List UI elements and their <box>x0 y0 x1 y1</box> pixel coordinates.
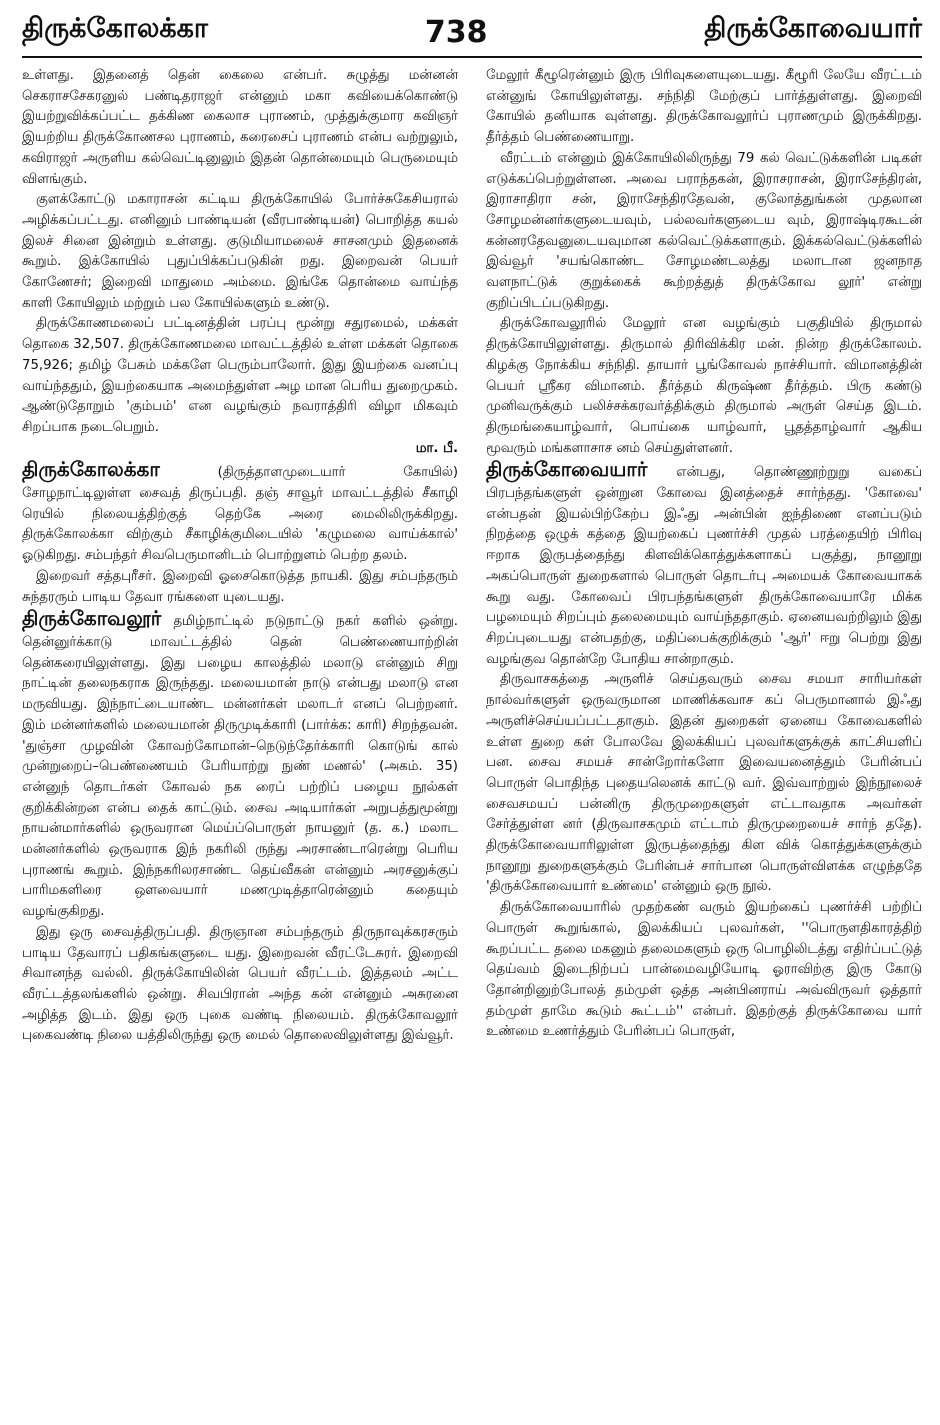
entry-tirukkovaiyar <box>486 459 922 670</box>
right-column <box>486 66 922 1418</box>
entry-headword: திருக்கோலக்கா <box>22 457 160 482</box>
running-head-right: திருக்கோவையார் <box>704 13 922 44</box>
page-header <box>22 4 922 58</box>
entry-text: என்பது, தொண்ணூற்றுறு வகைப் பிரபந்தங்களுள் ஒன்றுன கோவை இனத்தைச் சார்ந்தது. 'கோவை' என்பதன் இயல்பிற்கேற்ப இஃது அன்பின் ஐந்திணை எனப்படும் நிறத்தை ஒழுக் கத்தை இயற்கைப் புணர்ச்சி முதல் பரத்தையிற் பிரிவு ஈறாக இருபத்தைந்து கிளவிக்கொத்துக்களாகப் பகுத்து, நானூறு அகப்பொருள் துறைகளால் பொருள் தொடர்பு அமையக் கோவையாகக் கூறு வது. கோவைப் பிரபந்தங்களுள் திருக்கோவையாரே மிக்க பழமையும் சிறப்பும் தலைமையும் வாய்ந்ததாகும். ஏனையவற்றிலும் இது சிறப்புடையது என்பதற்கு, மதிப்பைக்குறிக்கும் 'ஆர்' ஈறு பெற்று இது வழங்குவ தொன்றே போதிய சான்றாகும். <box>486 465 922 667</box>
author-signature: மா. பீ. <box>415 440 458 456</box>
paragraph: வீரட்டம் என்னும் இக்கோயிலிலிருந்து 79 கல் வெட்டுக்களின் படிகள் எடுக்கப்பெற்றுள்ளன. அவை பராந்தகன், இராசராசன், இராசேந்திரன், இராசாதிரா சன், இராசேந்திரதேவன், குலோத்துங்கன் முதலான சோழமன்னர்களுடையவும், பல்லவர்களுடைய வும், இராஷ்டிரகூடன் கன்னரதேவனுடையவுமான கல்வெட்டுக்களாகும். இக்கல்வெட்டுக்களில் இவ்வூர் 'சயங்கொண்ட சோழமண்டலத்து மலாடான ஜனநாத வளநாட்டுக் குறுக்கைக் கூற்றத்துத் திருக்கோவ லூர்' என்று குறிப்பிடப்படுகிறது. <box>486 150 922 311</box>
paragraph: திருக்கோவையாரில் முதற்கண் வரும் இயற்கைப் புணர்ச்சி பற்றிப் பொருள் கூறுங்கால், இலக்கியப் புலவர்கள், ''பொருளதிகாரத்திற் கூறப்பட்ட தலை மகனும் தலைமகளும் ஒரு பொழிலிடத்து எதிர்ப்பட்டுத் தெய்வம் இடைநிற்பப் பான்மைவழியோடி ஓராவிற்கு இரு கோடு தோன்றினுற்போலத் தம்முள் ஒத்த அன்பினராய் அவ்விருவர் ஒத்தார் தம்முள் தாமே கூடும் கூட்டம்'' என்பர். இதற்குத் திருக்கோவை யார் உண்மை உணர்த்தும் பேரின்பப் பொருள், <box>486 900 922 1040</box>
paragraph: திருவாசகத்தை அருளிச் செய்தவரும் சைவ சமயா சாரியர்கள் நால்வர்களுள் ஒருவருமான மாணிக்கவாச கப் பெருமானால் இஃது அருளிச்செய்யப்பட்டதாகும். இதன் துறைகள் ஏனைய கோவைகளில் உள்ள துறை கள் போலவே இலக்கியப் புலவர்களுக்குக் காட்சியளிப் பன. சைவ சமயச் சான்றோர்களோ இவையனைத்தும் பேரின்பப் பொருள் பொதிந்த புதையலெனக் காட்டு வர். இவ்வாற்றுல் இந்நூலைச் சைவசமயப் பன்னிரு திருமுறைகளுள் எட்டாவதாக அவர்கள் சேர்த்துள்ள னர் (திருவாசகமும் எட்டாம் திருமுறையைச் சார்ந் ததே). திருக்கோவையாரிலுள்ள இருபத்தைந்து கிள விக் கொத்துக்களுக்கும் நானூறு துறைகளுக்கும் பேரின்பச் சார்பான பொருள்விளக்க எழுந்ததே 'திருக்கோவையார் உண்மை' என்னும் ஒரு நூல். <box>486 672 922 895</box>
paragraph: மேலூர் கீழூரென்னும் இரு பிரிவுகளையுடையது. கீழூரி லேயே வீரட்டம் என்னுங் கோயிலுள்ளது. சந்நிதி மேற்குப் பார்த்துள்ளது. இறைவி கோயில் தனியாக வுள்ளது. திருக்கோவலூர்ப் புராணமும் இருக்கிறது. தீர்த்தம் பெண்ணையாறு. <box>486 68 922 146</box>
paragraph: குளக்கோட்டு மகாராசன் கட்டிய திருக்கோயில் போர்ச்சுகேசியரால் அழிக்கப்பட்டது. எனினும் பாண்டியன் (வீரபாண்டியன்) பொறித்த கயல் இலச் சினை இன்றும் உள்ளது. குடுமியாமலைச் சாசனமும் இதனைக் கூறும். இக்கோயில் புதுப்பிக்கப்படுகின் றது. இறைவன் பெயர் கோணேசர்; இறைவி மாதுமை அம்மை. இங்கே தொன்மை வாய்ந்த காளி கோயிலும் மற்றும் பல கோயில்களும் உண்டு. <box>22 192 458 311</box>
entry-text: (திருத்தாளமுடையார் கோயில்) சோழநாட்டிலுள்ள சைவத் திருப்பதி. தஞ் சாவூர் மாவட்டத்தில் சீகாழி ரெயில் நிலையத்திற்குத் தெற்கே அரை மைலிலிருக்கிறது. திருக்கோலக்கா விற்கும் சீகாழிக்குமிடையில் 'கழுமலை வாய்க்கால்' ஓடுகிறது. சம்பந்தர் சிவபெருமானிடம் பொற்றுளம் பெற்ற தலம். <box>22 465 458 564</box>
left-column <box>22 66 458 1418</box>
paragraph: உள்ளது. இதனைத் தென் கைலை என்பர். சுழுத்து மன்னன் செகராசசேகரனுல் பண்டிதராஜர் என்னும் மகா கவியைக்கொண்டு இயற்றுவிக்கப்பட்ட தக்கிண கைலாச புராணம், முத்துக்குமார கவிஞர் இயற்றிய திருக்கோணசல புராணம், கரைசைப் புராணம் என்ப வற்றுலும், கவிராஜர் அருளிய கல்வெட்டினுலும் இதன் தொன்மையும் பெருமையும் விளங்கும். <box>22 68 458 187</box>
paragraph <box>22 314 458 459</box>
page-number: 738 <box>424 15 488 50</box>
paragraph-text: திருக்கோணமலைப் பட்டினத்தின் பரப்பு மூன்று சதுரமைல், மக்கள் தொகை 32,507. திருக்கோணமலை மாவட்டத்தில் உள்ள மக்கள் தொகை 75,926; தமிழ் பேசும் மக்களே பெரும்பாலோர். இது இயற்கை வனப்பு வாய்ந்ததும், இயற்கையாக அமைந்துள்ள அழ மான பெரிய துறைமுகம். ஆண்டுதோறும் 'கும்பம்' என வழங்கும் நவராத்திரி விழா மிகவும் சிறப்பாக நடைபெறும். <box>22 316 458 435</box>
entry-text: தமிழ்நாட்டில் நடுநாட்டு நகர் களில் ஒன்று. தென்னுர்க்காடு மாவட்டத்தில் தென் பெண்ணையாற்றின் தென்கரையிலுள்ளது. இது பழைய காலத்தில் மலாடு என்னும் சிறு நாட்டின் தலைநகராக இருந்தது. மலையமான் நாடு என்பது மலாடு என மருவியது. இந்நாட்டையாண்ட மன்னர்கள் மலாடர் எனப் பெற்றனர். இம் மன்னர்களில் மலையமான் திருமுடிக்காரி (பார்க்க: காரி) சிறந்தவன். 'துஞ்சா முழவின் கோவற்கோமான்–நெடுந்தேர்க்காரி கொடுங் கால் முன்றுறைப்–பெண்ணையம் பேரியாற்று நுண் மணல்' (அகம். 35) என்னுந் தொடர்கள் கோவல் நக ரைப் பற்றிப் பழைய நூல்கள் குறிக்கின்றன என்ப தைக் காட்டும். சைவ அடியார்கள் அறுபத்துமூன்று நாயன்மார்களில் ஒருவரான மெய்ப்பொருள் நாயனுர் (த. க.) மலாட மன்னர்களில் ஒருவராக இந் நகரிலி ருந்து அரசாண்டாரென்று பெரிய புராணங் கூறும். இந்நகரிலரசாண்ட தெய்வீகன் என்னும் அரசனுக்குப் பாரிமகளிரை ஔவையார் மணமுடித்தாரென்னும் கதையும் வழங்குகிறது. <box>22 614 458 920</box>
entry-tirukkovalur <box>22 608 458 923</box>
entry-headword: திருக்கோவலூர் <box>22 606 162 631</box>
entry-tirukkolakka <box>22 459 458 567</box>
entry-headword: திருக்கோவையார் <box>486 457 648 482</box>
paragraph: இறைவர் சத்தபுரீசர். இறைவி ஓசைகொடுத்த நாயகி. இது சம்பந்தரும் சுந்தரரும் பாடிய தேவா ரங்களை யுடையது. <box>22 568 458 605</box>
paragraph: திருக்கோவலூரில் மேலூர் என வழங்கும் பகுதியில் திருமால் திருக்கோயிலுள்ளது. திருமால் திரிவிக்கிர மன். நின்ற திருக்கோலம். கிழக்கு நோக்கிய சந்நிதி. தாயார் பூங்கோவல் நாச்சியார். விமானத்தின் பெயர் ஸ்ரீகர விமானம். தீர்த்தம் கிருஷ்ண தீர்த்தம். பிரு கண்டு முனிவருக்கும் பலிச்சக்கரவர்த்திக்கும் திருமால் அருள் செய்த இடம். திருமங்கையாழ்வார், பொய்கை யாழ்வார், பூதத்தாழ்வார் ஆகிய மூவரும் மங்களாசாச னம் செய்துள்ளனர். <box>486 316 922 456</box>
paragraph: இது ஒரு சைவத்திருப்பதி. திருஞான சம்பந்தரும் திருநாவுக்கரசரும் பாடிய தேவாரப் பதிகங்களுடை யது. இறைவன் வீரட்டேசுரர். இறைவி சிவானந்த வல்லி. திருக்கோயிலின் பெயர் வீரட்டம். இத்தலம் அட்ட வீரட்டத்தலங்களில் ஒன்று. சிவபிரான் அந்த கன் என்னும் அசுரனை அழித்த இடம். இது ஒரு புகை வண்டி நிலையம். திருக்கோவலூர் புகைவண்டி நிலை யத்திலிருந்து ஒரு மைல் தொலைவிலுள்ளது இவ்வூர். <box>22 924 458 1044</box>
running-head-left: திருக்கோலக்கா <box>22 13 209 44</box>
